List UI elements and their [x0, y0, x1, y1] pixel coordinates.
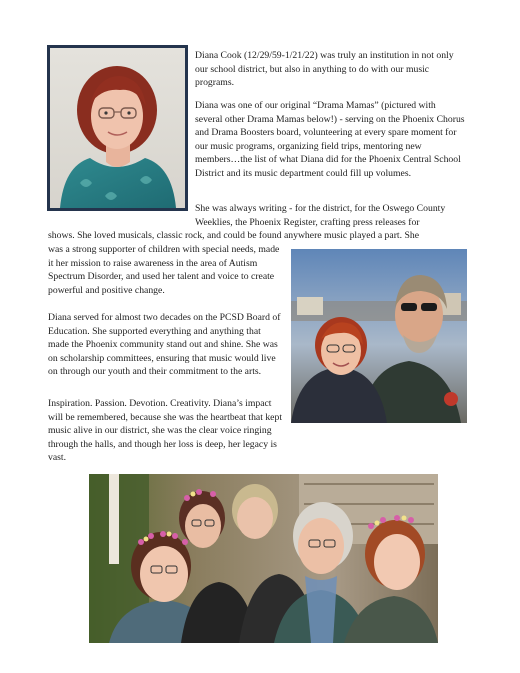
- paragraph-intro: Diana Cook (12/29/59-1/21/22) was truly an institution in not only our school district, but also in anything to do with our music programs.: [195, 50, 454, 88]
- group-photo: [89, 474, 438, 643]
- paragraph-writing-continued: shows. She loved musicals, classic rock, and could be found anywhere music played a part. She: [48, 230, 419, 241]
- couple-photo: [291, 249, 467, 423]
- paragraph-special-needs: was a strong supporter of children with special needs, made it her mission to raise awareness in the area of Autism Spectrum Disorder, and used her talent and voice to create powerful and positive change.: [48, 244, 280, 296]
- paragraph-board-of-education: Diana served for almost two decades on the PCSD Board of Education. She supported everything and anything that made the Phoenix community stand out and shine. She was on scholarship committees, ensuring that music would live on through our youth and their commitment to the arts.: [48, 312, 281, 377]
- portrait-photo: [47, 45, 188, 211]
- paragraph-writing-start: She was always writing - for the district, for the Oswego County Weeklies, the Phoenix Register, crafting press releases for: [195, 203, 446, 228]
- paragraph-drama-mamas: Diana was one of our original “Drama Mamas” (pictured with several other Drama Mamas below!) - serving on the Phoenix Chorus and Drama Boosters board, volunteering at every spare moment for our music programs, organizing field trips, mentoring new members…the list of what Diana did for the Phoenix Central School District and its music department could fill up volumes.: [195, 100, 465, 179]
- paragraph-legacy: Inspiration. Passion. Devotion. Creativity. Diana’s impact will be remembered, because she was the heartbeat that kept music alive in our district, she was the clear voice ringing through the halls, and though her loss is deep, her legacy is vast.: [48, 398, 283, 463]
